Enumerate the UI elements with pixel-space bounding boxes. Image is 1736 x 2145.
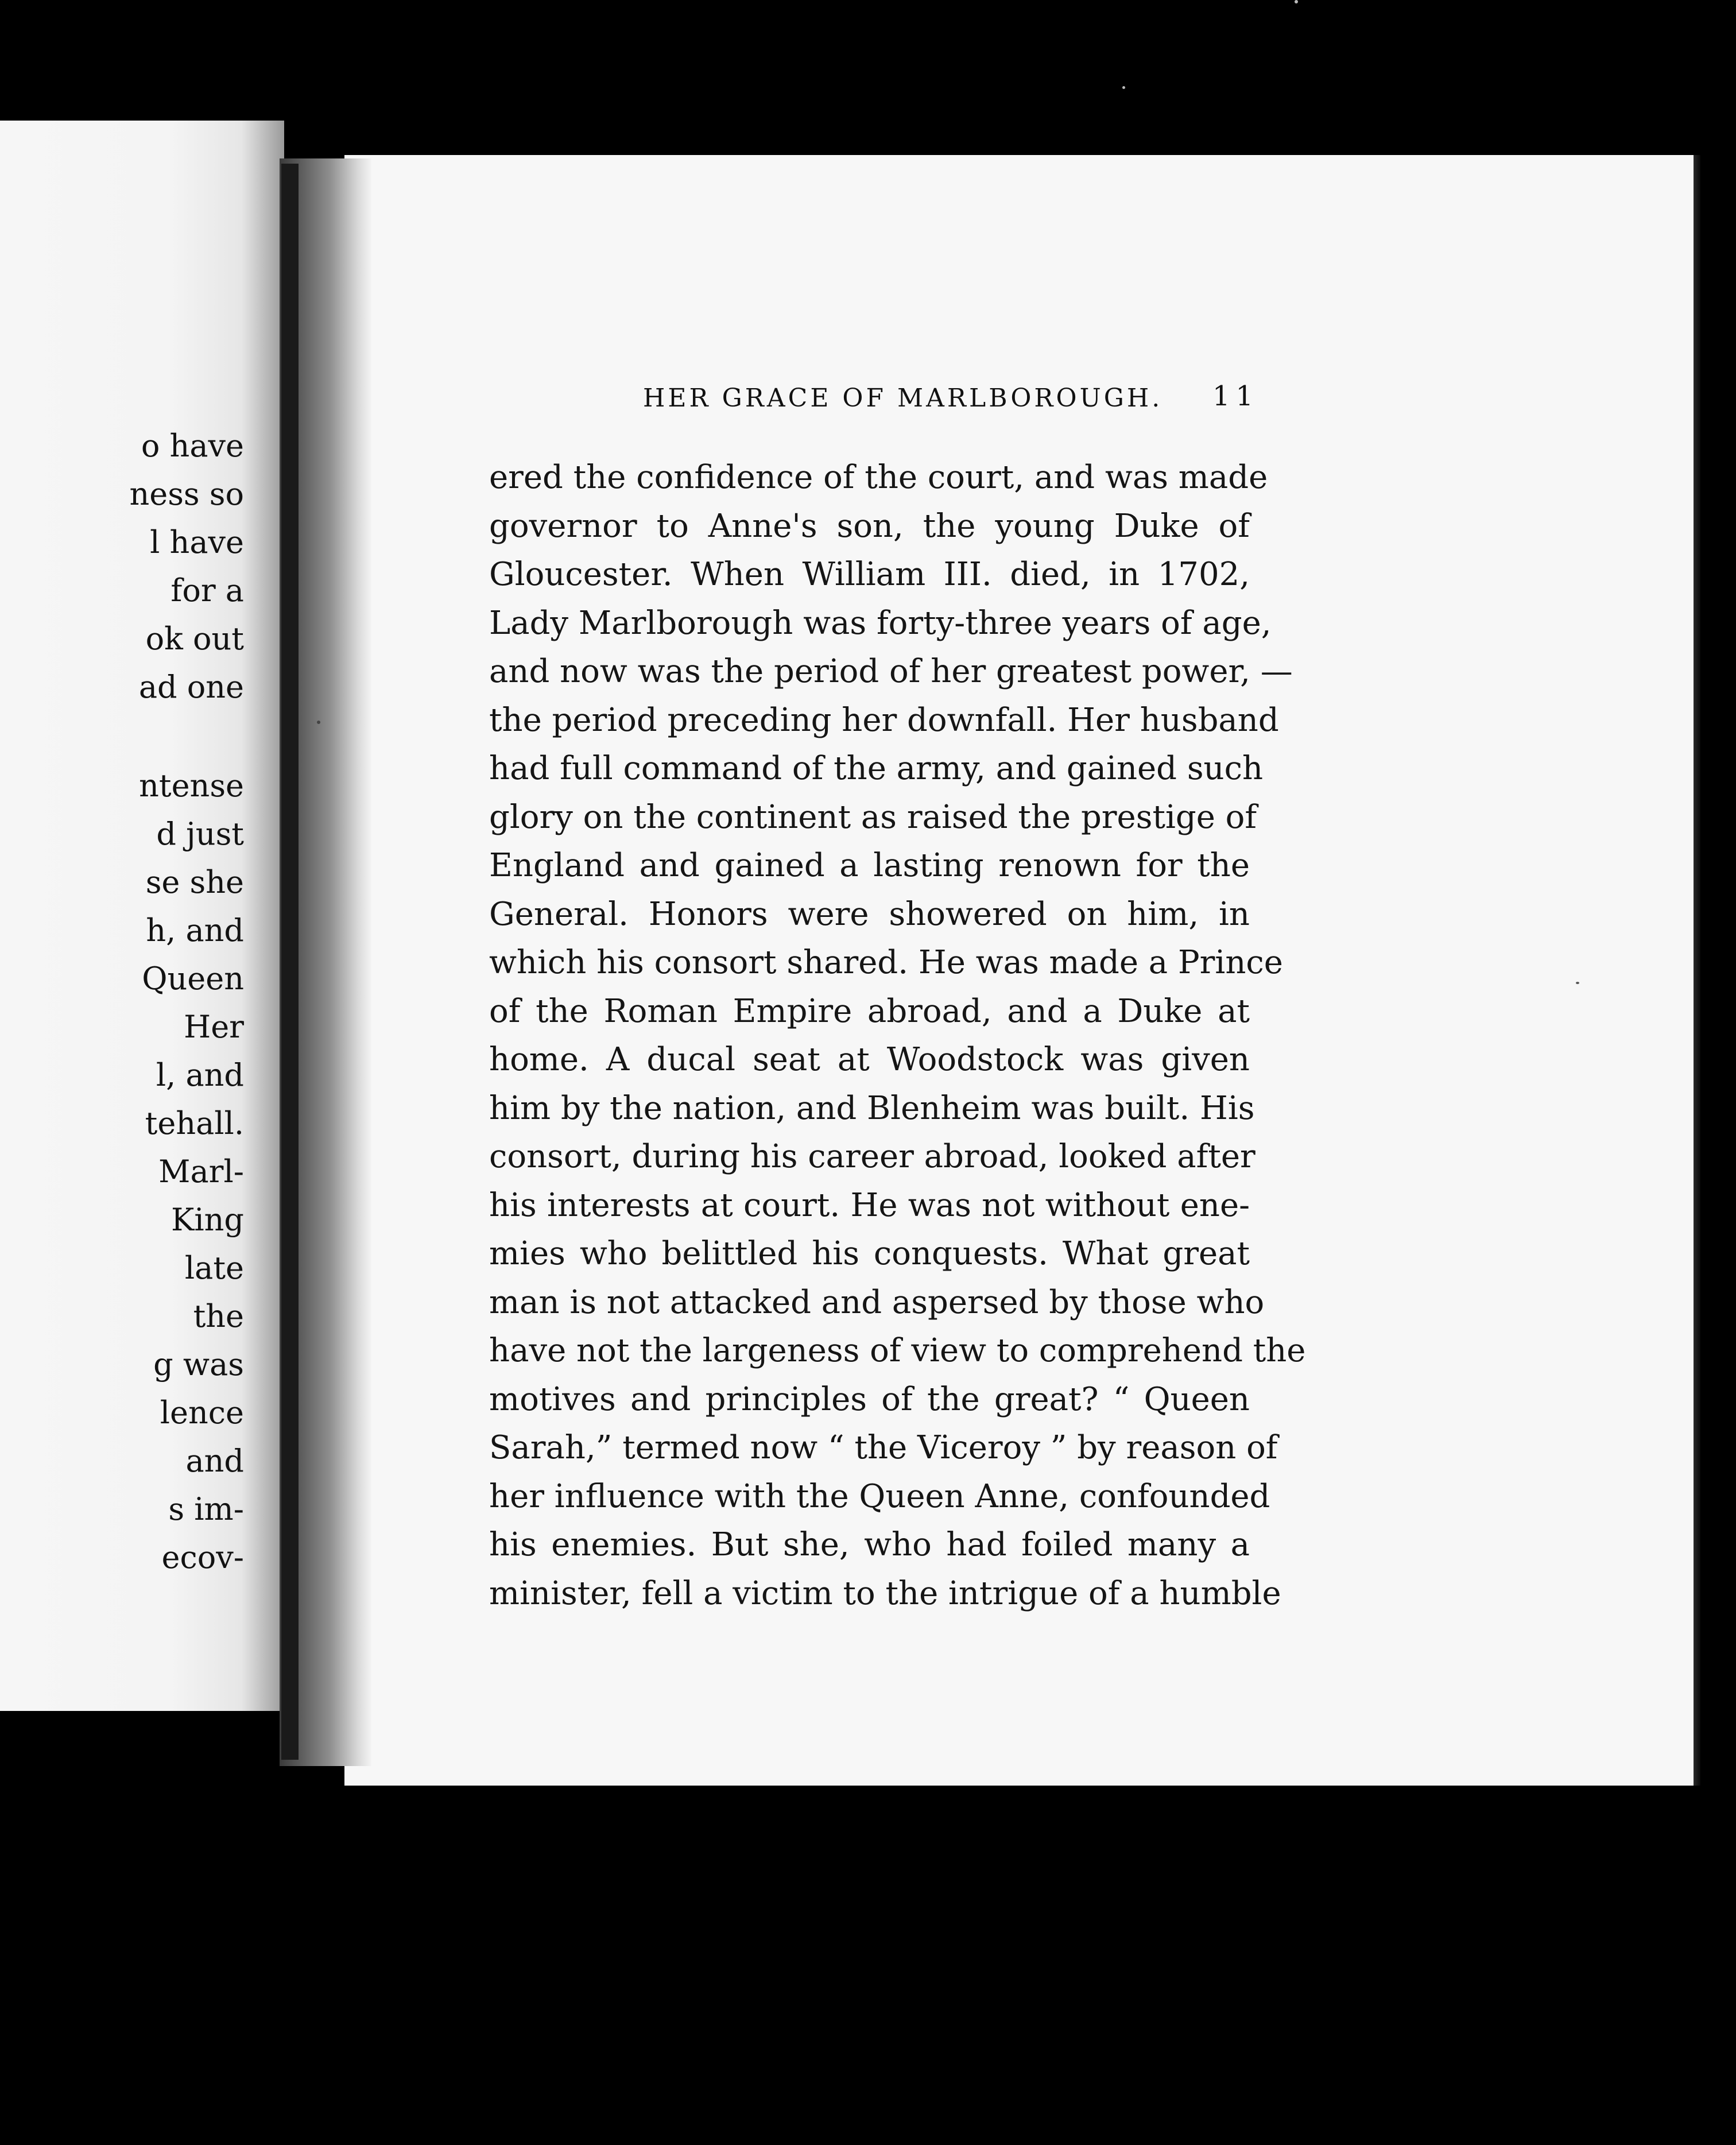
left-page [0, 121, 284, 1711]
text-line: her influence with the Queen Anne, confounded [489, 1477, 1270, 1515]
text-line: and now was the period of her greatest power, — [489, 653, 1293, 690]
left-line: ad one [138, 669, 244, 705]
text-line: of the Roman Empire abroad, and a Duke at [489, 992, 1250, 1030]
left-line: tehall. [145, 1105, 244, 1141]
left-line: the [193, 1298, 244, 1334]
left-line: lence [160, 1395, 244, 1431]
text-line: governor to Anne's son, the young Duke of [489, 507, 1250, 545]
text-line: Lady Marlborough was forty-three years of age, [489, 604, 1272, 642]
page-number: 11 [1212, 380, 1260, 412]
text-line: which his consort shared. He was made a Prince [489, 944, 1283, 981]
left-line: g was [153, 1346, 244, 1383]
scan-speck [317, 721, 320, 724]
left-line: Queen [142, 961, 244, 997]
left-line: d just [156, 816, 244, 852]
scan-speck [1576, 982, 1579, 984]
page-edge [1694, 155, 1700, 1786]
left-line: ntense [139, 768, 244, 804]
text-line: have not the largeness of view to comprehend the [489, 1332, 1306, 1369]
left-line: ecov- [161, 1539, 244, 1575]
gutter-shadow [281, 164, 299, 1760]
body-text [489, 454, 1306, 1618]
left-line: l, and [156, 1057, 244, 1093]
text-line: consort, during his career abroad, looked after [489, 1138, 1256, 1175]
scan-speck [1122, 86, 1125, 89]
text-line: Gloucester. When William III. died, in 1702, [489, 556, 1250, 593]
text-line: Sarah,” termed now “ the Viceroy ” by reason of [489, 1429, 1278, 1466]
left-line: l have [150, 524, 244, 560]
text-line: General. Honors were showered on him, in [489, 895, 1250, 933]
left-line: Her [184, 1009, 244, 1045]
left-line: ness so [129, 476, 244, 512]
left-line: s im- [168, 1491, 244, 1527]
left-line: for a [170, 572, 244, 609]
text-line: mies who belittled his conquests. What great [489, 1235, 1250, 1272]
left-line: se she [145, 864, 244, 900]
text-line: the period preceding her downfall. Her husband [489, 701, 1279, 739]
scan-speck [1295, 0, 1298, 3]
running-head: HER GRACE OF MARLBOROUGH. [643, 384, 1163, 413]
left-line: ok out [145, 621, 244, 657]
text-line: home. A ducal seat at Woodstock was given [489, 1041, 1250, 1078]
text-line: man is not attacked and aspersed by those who [489, 1283, 1265, 1321]
left-line: Marl- [158, 1153, 244, 1190]
text-line: England and gained a lasting renown for the [489, 847, 1250, 884]
text-line: minister, fell a victim to the intrigue of a humble [489, 1574, 1281, 1612]
left-line: late [184, 1250, 244, 1286]
text-line: him by the nation, and Blenheim was built. His [489, 1089, 1255, 1127]
left-line: King [171, 1202, 244, 1238]
text-line: his enemies. But she, who had foiled many a [489, 1526, 1250, 1563]
left-line: h, and [146, 912, 244, 948]
text-line: had full command of the army, and gained such [489, 750, 1264, 787]
text-line: his interests at court. He was not without ene- [489, 1186, 1250, 1224]
left-line: and [185, 1443, 244, 1479]
text-line: ered the confidence of the court, and was made [489, 459, 1268, 496]
left-line: o have [141, 428, 244, 464]
text-line: glory on the continent as raised the prestige of [489, 798, 1257, 836]
text-line: motives and principles of the great? “ Queen [489, 1380, 1250, 1418]
